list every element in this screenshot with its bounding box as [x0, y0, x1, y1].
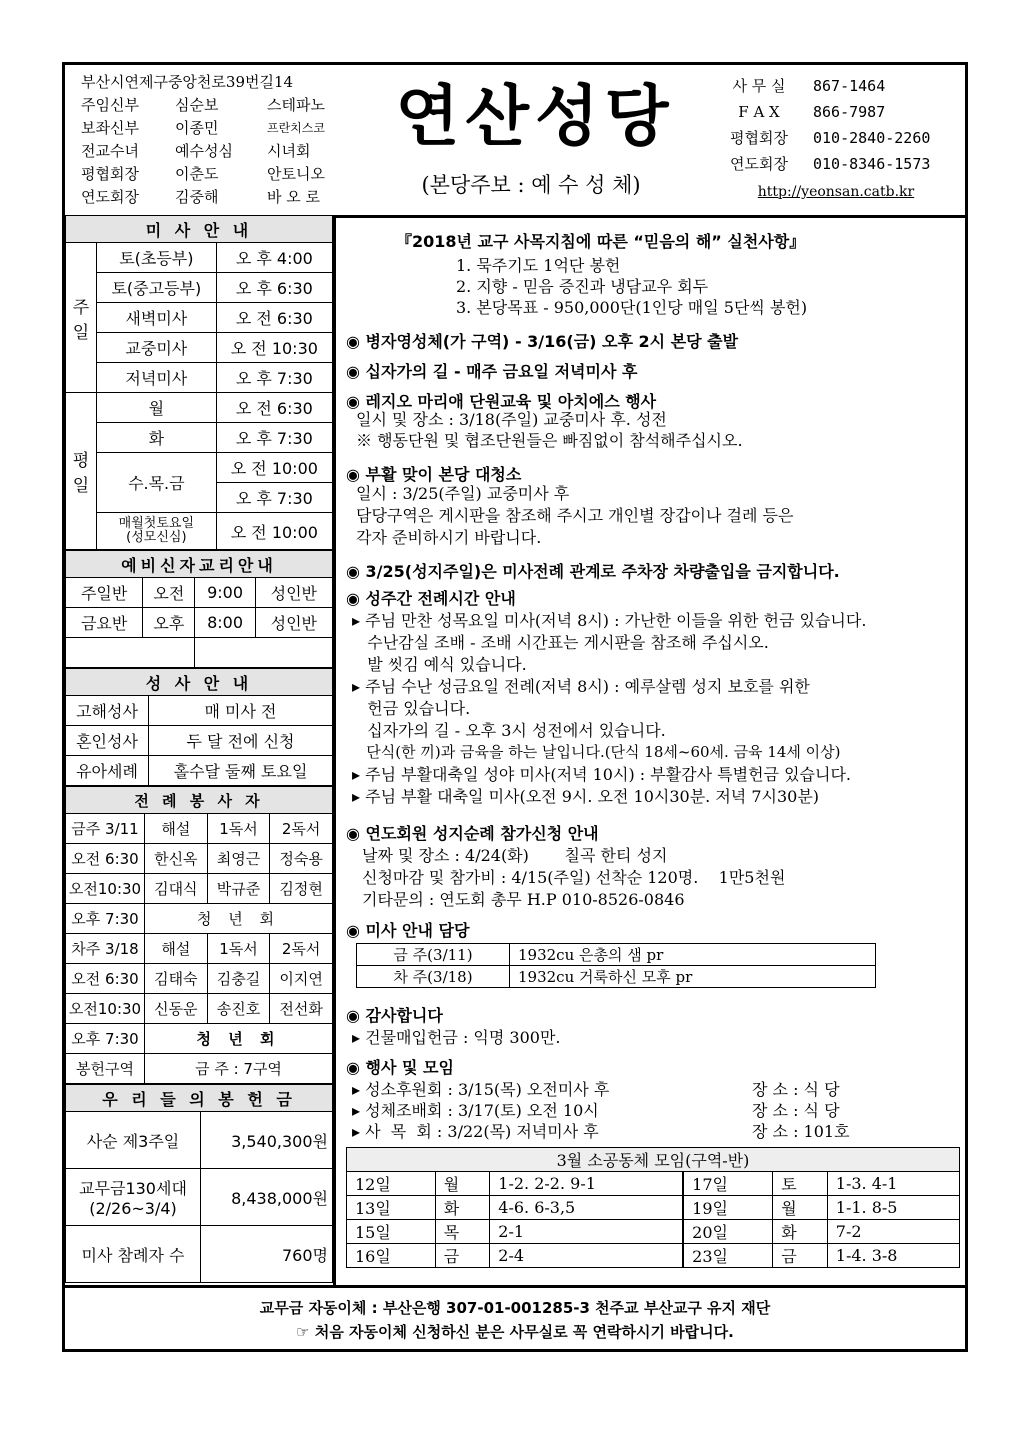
contact-row: 평협회장 010-2840-2260	[730, 129, 931, 147]
parish-address: 부산시연제구중앙천로39번길14	[81, 73, 294, 91]
page-title: 연산성당	[395, 78, 675, 155]
sunday-label: 주일	[66, 243, 97, 393]
contact-row: 연도회장 010-8346-1573	[730, 155, 931, 173]
legio-title: ◉ 레지오 마리애 단원교육 및 아치에스 행사	[346, 392, 657, 411]
staff-row: 전교수녀 예수성심 시녀회	[81, 142, 311, 160]
table-row: 12일 월 1-2. 2-2. 9-1 17일 토 1-3. 4-1	[347, 1172, 960, 1196]
offerings-title: 우 리 들 의 봉 헌 금	[66, 1085, 333, 1112]
event-item: ▸ 성체조배회 : 3/17(토) 오전 10시	[352, 1101, 599, 1120]
weekday-label: 평일	[66, 393, 97, 550]
header	[65, 65, 965, 218]
mass-intent-table: 금 주(3/11) 1932cu 은총의 샘 pr 차 주(3/18) 1932cu 거룩하신 모후 pr	[356, 943, 876, 988]
liturgy-title: 전 례 봉 사 자	[66, 787, 333, 814]
events-title: ◉ 행사 및 모임	[346, 1058, 454, 1077]
header-staff	[81, 71, 371, 209]
contact-row: F A X 866-7987	[738, 103, 886, 121]
mass-intent-title: ◉ 미사 안내 담당	[346, 921, 470, 940]
staff-row: 연도회장 김중해 바 오 로	[81, 188, 321, 206]
community-table: 3월 소공동체 모임(구역-반) 12일 월 1-2. 2-2. 9-1 17일 토 1-3. 4-1 13일 화 4-6. 6-3,5 19일 월 1-1. 8-5 15일 목 2-1 20일 화 7-2 16일 금 2-4 23일 금 1-4. 3-8	[346, 1147, 960, 1268]
liturgy-table: 전 례 봉 사 자 금주 3/11 해설 1독서 2독서 오전 6:30 한신옥 최영근 정숙용 오전10:30 김대식 박규준 김정현 오후 7:30 청 년 회 차주 3/18 해설 1독서 2독서 오전 6:30 김태숙 김충길 이지연 오전10:30 신동운 송진호 전선화 오후 7:30 청 년 회 봉헌구역 금 주 : 7구역	[65, 786, 333, 1084]
table-row: 15일 목 2-1 20일 화 7-2	[347, 1220, 960, 1244]
holyweek-title: ◉ 성주간 전례시간 안내	[346, 589, 516, 608]
catechumen-table: 예비신자교리안내 주일반 오전 9:00 성인반 금요반 오후 8:00 성인반	[65, 550, 333, 668]
staff-row: 주임신부 심순보 스테파노	[81, 96, 325, 114]
footer	[65, 1285, 965, 1349]
offerings-table: 우 리 들 의 봉 헌 금 사순 제3주일 3,540,300원 교무금130세대 (2/26~3/4) 8,438,000원 미사 참례자 수 760명	[65, 1084, 333, 1283]
table-row: 16일 금 2-4 23일 금 1-4. 3-8	[347, 1244, 960, 1268]
event-item: ▸ 성소후원회 : 3/15(목) 오전미사 후	[352, 1080, 610, 1099]
bulletin-frame	[62, 62, 968, 1352]
mass-schedule-title: 미 사 안 내	[66, 216, 333, 243]
stations-notice: ◉ 십자가의 길 - 매주 금요일 저녁미사 후	[346, 362, 638, 381]
left-column	[65, 215, 336, 1285]
footer-bank-info: 교무금 자동이체 : 부산은행 307-01-001285-3 천주교 부산교구 유지 재단	[259, 1299, 771, 1317]
notices-column: 『2018년 교구 사목지침에 따른 “믿음의 해” 실천사항』 1. 묵주기도 1억단 봉헌 2. 지향 - 믿음 증진과 냉담교우 회두 3. 본당목표 - 950,000단(1인당 매일 5단씩 봉헌) ◉ 병자영성체(가 구역) - 3/16(금) 오후 2시 본당 출발 ◉ 십자가의 길 - 매주 금요일 저녁미사 후 ◉ 레지오 마리애 단원교육 및 아치에스 행사 일시 및 장소 : 3/18(주일) 교중미사 후. 성전 ※ 행동단원 및 협조단원들은 빠짐없이 참석해주십시오. ◉ 부활 맞이 본당 대청소 일시 : 3/25(주일) 교중미사 후 담당구역은 게시판을 참조해 주시고 개인별 장갑이나 걸레 등은 각자 준비하시기 바랍니다. ◉ 3/25(성지주일)은 미사전례 관계로 주차장 차량출입을 금지합니다. ◉ 성주간 전례시간 안내 ▸ 주님 만찬 성목요일 미사(저녁 8시) : 가난한 이들을 위한 헌금 있습니다. 수난감실 조배 - 조배 시간표는 게시판을 참조해 주십시오. 발 씻김 예식 있습니다. ▸ 주님 수난 성금요일 전례(저녁 8시) : 예루살렘 성지 보호를 위한 헌금 있습니다. 십자가의 길 - 오후 3시 성전에서 있습니다. 단식(한 끼)과 금육을 하는 날입니다.(단식 18세~60세. 금육 14세 이상) ▸ 주님 부활대축일 성야 미사(저녁 10시) : 부활감사 특별헌금 있습니다. ▸ 주님 부활 대축일 미사(오전 9시. 오전 10시30분. 저녁 7시30분) ◉ 연도회원 성지순례 참가신청 안내 날짜 및 장소 : 4/24(화) 칠곡 한티 성지 신청마감 및 참가비 : 4/15(주일) 선착순 120명. 1만5천원 기타문의 : 연도회 총무 H.P 010-8526-0846 ◉ 미사 안내 담당 금 주(3/11) 1932cu 은총의 샘 pr 차 주(3/18) 1932cu 거룩하신 모후 pr ◉ 감사합니다 ▸ 건물매입헌금 : 익명 300만. ◉ 행사 및 모임 ▸ 성소후원회 : 3/15(목) 오전미사 후 장 소 : 식 당 ▸ 성체조배회 : 3/17(토) 오전 10시 장 소 : 식 당 ▸ 사 목 회 : 3/22(목) 저녁미사 후 장 소 : 101호 3월 소공동체 모임(구역-반) 12일 월 1-2. 2-2. 9-1 17일 토 1-3. 4-1 13일 화 4-6. 6-3,5 19일 월 1-1. 8-5 15일 목 2-1 20일 화 7-2 16일 금 2-4 23일 금 1-4. 3-8	[336, 215, 965, 1285]
pastoral-title: 『2018년 교구 사목지침에 따른 “믿음의 해” 실천사항』	[396, 232, 806, 251]
staff-row: 보좌신부 이종민 프란치스코	[81, 119, 325, 137]
mass-schedule-table: 미 사 안 내 주일 토(초등부) 오 후 4:00 토(중고등부) 오 후 6:30 새벽미사 오 전 6:30 교중미사 오 전 10:30 저녁미사 오 후 7:30 평일 월 오 전 6:30 화 오 후 7:30 수.목.금 오 전 10:00 오 후 7:30 매월첫토요일 (성모신심) 오 전 10:00	[65, 215, 333, 550]
contact-row: 사 무 실 867-1464	[732, 77, 886, 95]
sick-communion-notice: ◉ 병자영성체(가 구역) - 3/16(금) 오후 2시 본당 출발	[346, 332, 739, 351]
sacrament-table: 성 사 안 내 고해성사 매 미사 전 혼인성사 두 달 전에 신청 유아세례 홀수달 둘째 토요일	[65, 668, 333, 786]
table-row: 13일 화 4-6. 6-3,5 19일 월 1-1. 8-5	[347, 1196, 960, 1220]
thanks-title: ◉ 감사합니다	[346, 1006, 443, 1025]
pilgrimage-title: ◉ 연도회원 성지순례 참가신청 안내	[346, 824, 599, 843]
parking-notice: ◉ 3/25(성지주일)은 미사전례 관계로 주차장 차량출입을 금지합니다.	[346, 562, 840, 581]
pastoral-item: 2. 지향 - 믿음 증진과 냉담교우 회두	[456, 277, 709, 296]
catechumen-title: 예비신자교리안내	[66, 551, 333, 578]
page-subtitle: (본당주보 : 예 수 성 체)	[421, 173, 641, 197]
pastoral-item: 3. 본당목표 - 950,000단(1인당 매일 5단씩 봉헌)	[456, 298, 808, 317]
parish-website-link[interactable]: http://yeonsan.catb.kr	[757, 184, 915, 200]
sacrament-title: 성 사 안 내	[66, 669, 333, 696]
staff-row: 평협회장 이춘도 안토니오	[81, 165, 325, 183]
pastoral-item: 1. 묵주기도 1억단 봉헌	[456, 256, 621, 275]
cleaning-title: ◉ 부활 맞이 본당 대청소	[346, 465, 522, 484]
event-item: ▸ 사 목 회 : 3/22(목) 저녁미사 후	[352, 1122, 599, 1141]
header-contacts	[705, 73, 967, 205]
footer-contact-note: ☞ 처음 자동이체 신청하신 분은 사무실로 꼭 연락하시기 바랍니다.	[296, 1323, 734, 1341]
